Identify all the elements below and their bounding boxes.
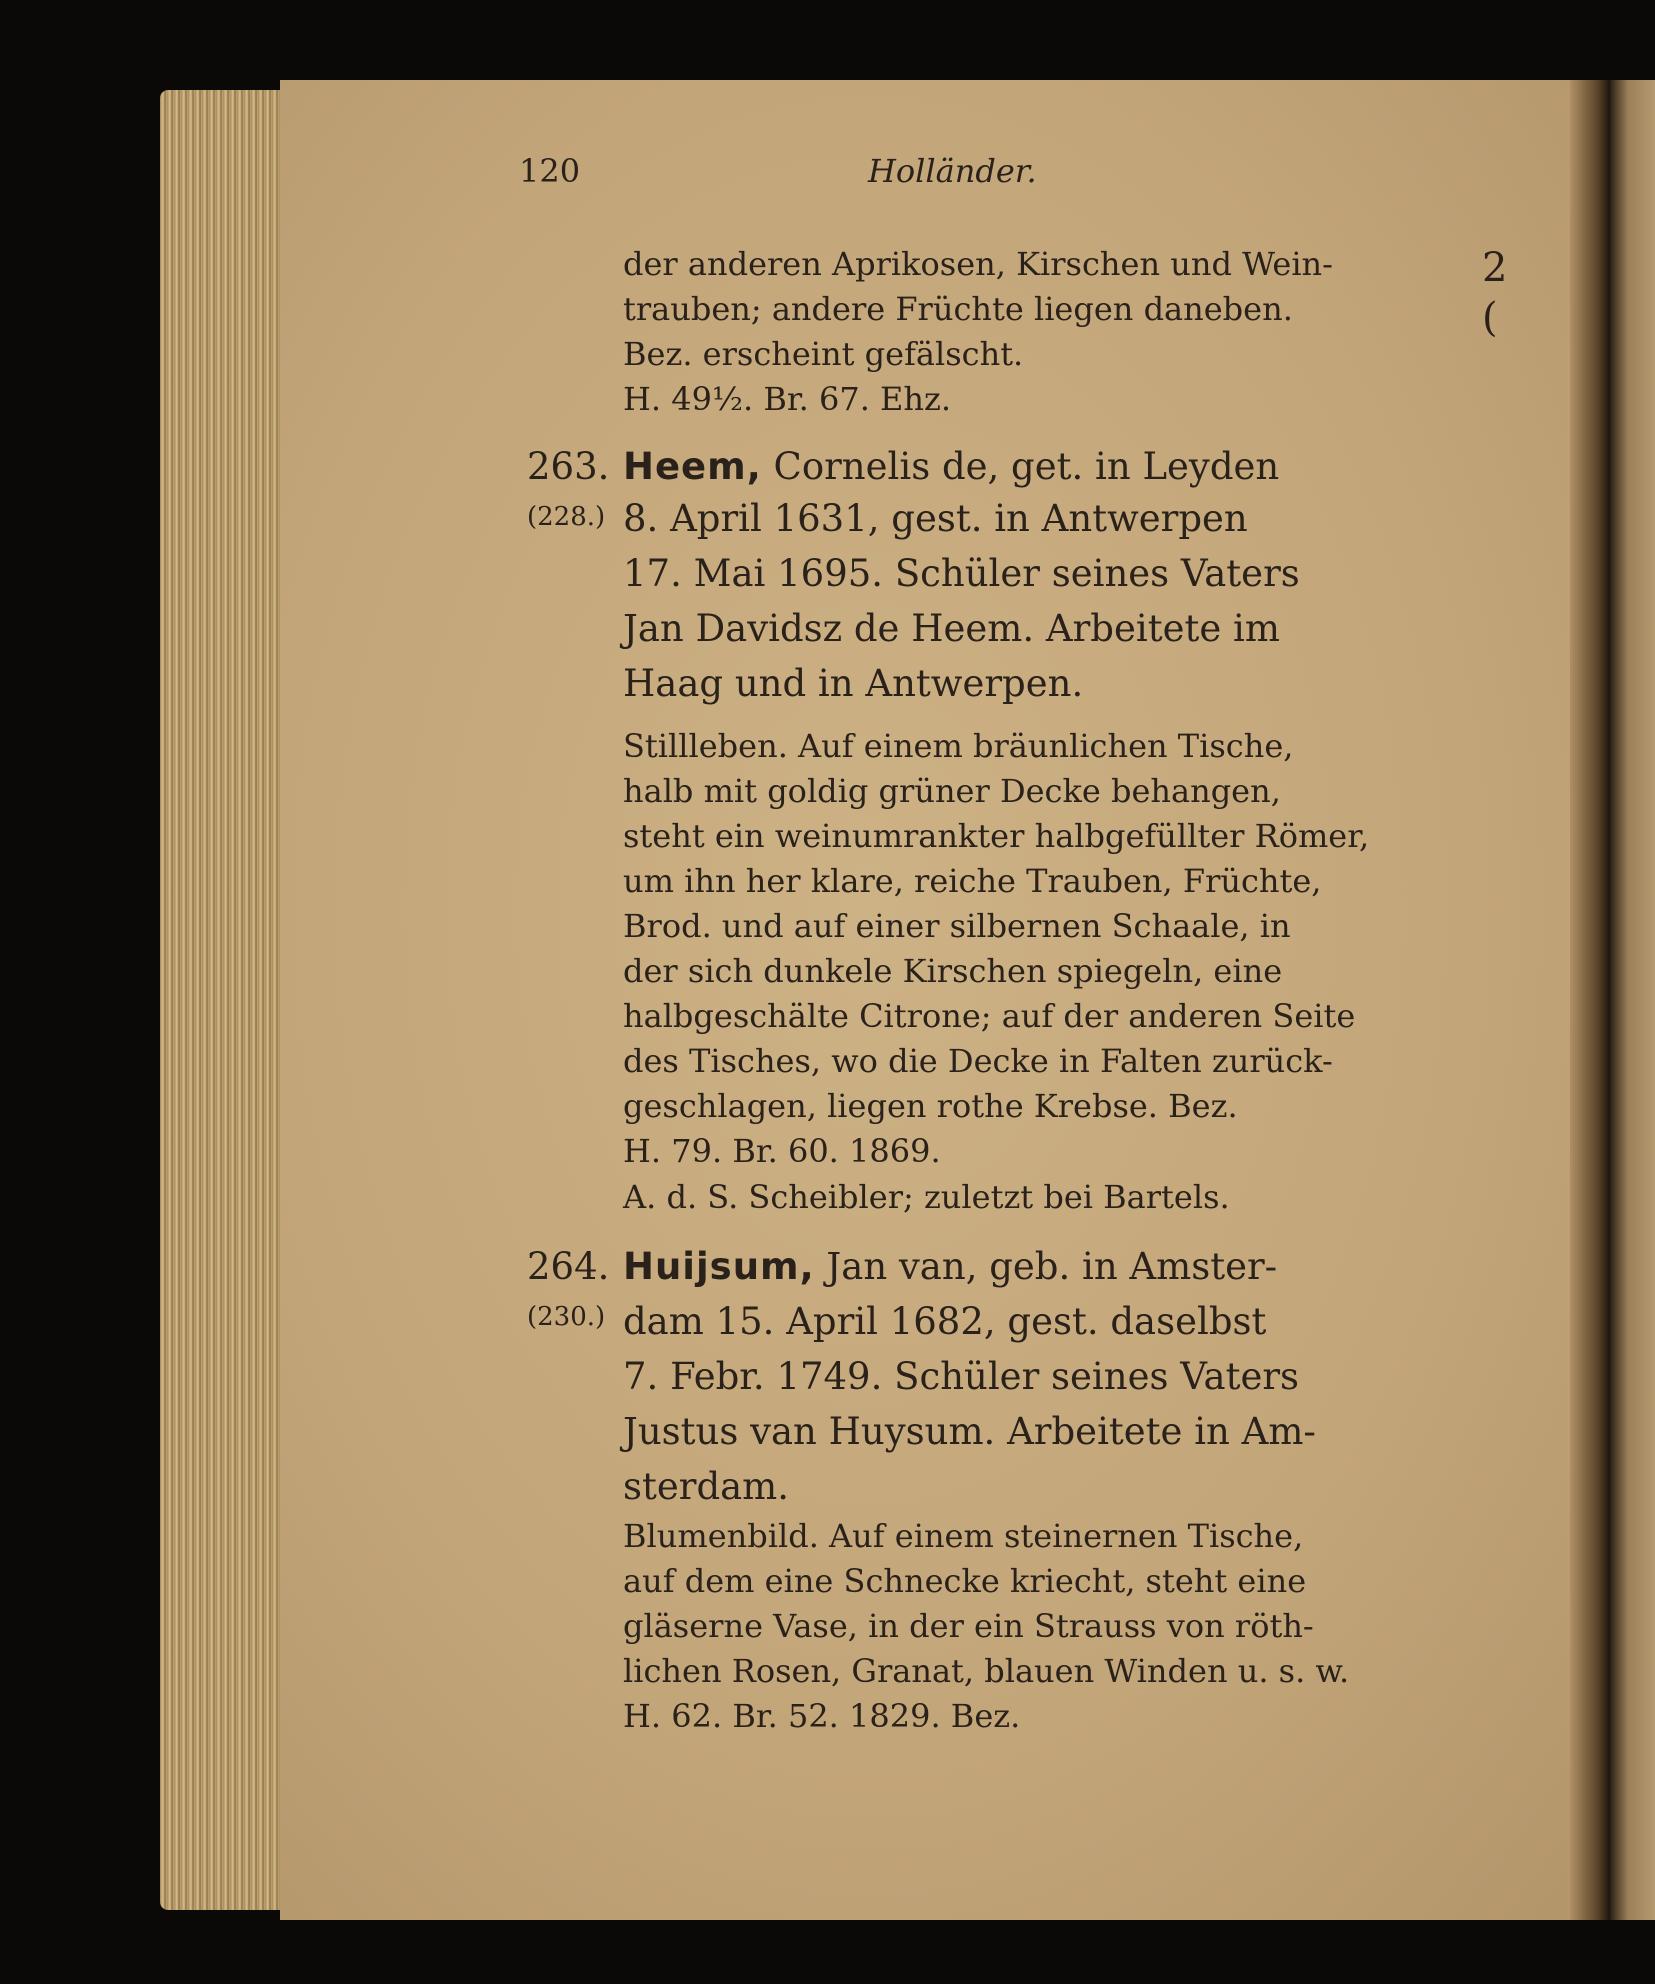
entry-bio-line: 17. Mai 1695. Schüler seines Vaters — [623, 552, 1300, 595]
entry-desc-line: A. d. S. Scheibler; zuletzt bei Bartels. — [623, 1178, 1230, 1216]
entry-desc-line: H. 79. Br. 60. 1869. — [623, 1132, 941, 1170]
entry-bio-line: Haag und in Antwerpen. — [623, 662, 1084, 705]
entry-desc-line: auf dem eine Schnecke kriecht, steht eine — [623, 1562, 1307, 1600]
text-line: Bez. erscheint gefälscht. — [623, 335, 1024, 373]
text-line: der anderen Aprikosen, Kirschen und Wein- — [623, 245, 1333, 283]
entry-bio-line: dam 15. April 1682, gest. daselbst — [623, 1300, 1267, 1343]
entry-desc-line: halb mit goldig grüner Decke behangen, — [623, 772, 1281, 810]
next-page — [1610, 80, 1655, 1920]
page-title: Holländer. — [868, 152, 1037, 190]
entry-old-number: (228.) — [527, 502, 606, 532]
entry-bio-line: sterdam. — [623, 1465, 790, 1508]
entry-desc-line: des Tisches, wo die Decke in Falten zurück- — [623, 1042, 1333, 1080]
entry-bio-line: Huijsum, Jan van, geb. in Amster- — [623, 1245, 1278, 1288]
next-page-mark: ( — [1482, 295, 1498, 341]
entry-desc-line: geschlagen, liegen rothe Krebse. Bez. — [623, 1087, 1238, 1125]
page-edges — [160, 90, 290, 1910]
page-number: 120 — [519, 152, 581, 190]
entry-desc-line: der sich dunkele Kirschen spiegeln, eine — [623, 952, 1283, 990]
entry-desc-line: gläserne Vase, in der ein Strauss von röth- — [623, 1607, 1314, 1645]
entry-number: 263. — [527, 445, 610, 488]
entry-desc-line: Brod. und auf einer silbernen Schaale, in — [623, 907, 1291, 945]
entry-bio-line: 8. April 1631, gest. in Antwerpen — [623, 497, 1248, 540]
entry-bio-line: Heem, Cornelis de, get. in Leyden — [623, 445, 1280, 488]
entry-bio-line: Jan Davidsz de Heem. Arbeitete im — [623, 607, 1280, 650]
entry-desc-line: Stillleben. Auf einem bräunlichen Tische, — [623, 727, 1294, 765]
artist-name: Heem, — [623, 445, 762, 488]
entry-desc-line: um ihn her klare, reiche Trauben, Früchte, — [623, 862, 1322, 900]
artist-name: Huijsum, — [623, 1245, 815, 1288]
gutter — [1570, 80, 1610, 1920]
entry-desc-line: steht ein weinumrankter halbgefüllter Römer, — [623, 817, 1370, 855]
entry-desc-line: halbgeschälte Citrone; auf der anderen Seite — [623, 997, 1356, 1035]
entry-bio-line: 7. Febr. 1749. Schüler seines Vaters — [623, 1355, 1300, 1398]
text-line: H. 49½. Br. 67. Ehz. — [623, 380, 952, 418]
next-page-mark: 2 — [1482, 245, 1508, 291]
entry-number: 264. — [527, 1245, 610, 1288]
entry-bio-line: Justus van Huysum. Arbeitete in Am- — [623, 1410, 1316, 1453]
entry-desc-line: H. 62. Br. 52. 1829. Bez. — [623, 1697, 1021, 1735]
entry-old-number: (230.) — [527, 1302, 606, 1332]
entry-desc-line: lichen Rosen, Granat, blauen Winden u. s. w. — [623, 1652, 1350, 1690]
text-line: trauben; andere Früchte liegen daneben. — [623, 290, 1293, 328]
entry-desc-line: Blumenbild. Auf einem steinernen Tische, — [623, 1517, 1304, 1555]
